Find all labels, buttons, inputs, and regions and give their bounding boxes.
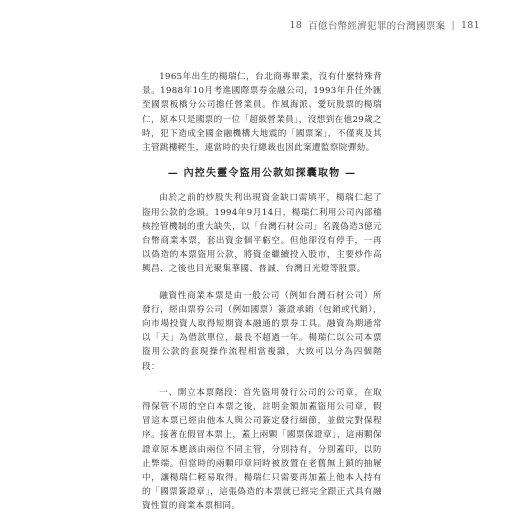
paragraph-commercial-paper: 融資性商業本票是由一般公司（例如台灣石材公司）所發行，經由票券公司（例如國票）簽證承銷（包銷或代銷），向市場投資人取得短期資本融通的票券工具。融資為期通常以「天」為借款單位，最長不超過一年。楊瑞仁以公司本票盜用公款的套現操作流程相當複雜，大致可以分為四個階段： [142,290,382,372]
running-header [290,18,480,32]
header-separator: | [451,19,455,31]
chapter-number: 18 [289,19,303,31]
paragraph-intro: 1965年出生的楊瑞仁，台北商專畢業，沒有什麼特殊背景。1988年10月考進國際票券金融公司，1993年升任外匯至國票板橋分公司擔任營業員。作風海派、愛玩股票的楊瑞仁，原本只是國票的一位「超級營業員」，沒想到在他29歲之時，犯下造成全國金融機構大地震的「國票案」，不僅爽及其主管跳樓輕生，連當時的央行總裁也因此案遭監察院彈劾。 [142,72,382,154]
paragraph-embezzlement: 由於之前的炒股失利出現資金缺口需填平，楊瑞仁起了盜用公款的念頭。1994年9月14日，楊瑞仁利用公司內部稽核控管機制的重大缺失，以「台灣石材公司」名義偽造3億元台幣商業本票，套出資金個平虧空。但他卻沒有停手，一再以偽造的本票盜用公款，將資金繼續投入股市，主要炒作高興昌、之後也目光聚集華國、普誠、台灣日光燈等股票。 [142,193,382,275]
paragraph-stage-one: 一、開立本票階段：首先盜用發行公司的公司章，在取得保管不周的空白本票之後，註明金額加蓋盜用公司章，假冒這本票已經由他本人與公司簽定發行細節，並做完對保程序。接著在假冒本票上，蓋上兩顆「國票保證章」，這兩顆保證章原本應該由兩位不同主管，分別持有，分別蓋印，以防止弊端。但當時的兩顆印章同時被放置在老舊無上鎖的抽屜中，讓楊瑞仁輕易取得。楊瑞仁只需要再加蓋上他本人持有的「國票簽證章」，這張偽造的本票就已經完全跟正式具有融資性質的商業本票相同。 [142,387,382,512]
running-title: 百億台幣經濟犯罪的台灣國票案 [308,21,446,32]
page-number: 181 [460,19,480,31]
section-heading: — 內控失靈令盜用公款如探囊取物 — [167,168,357,180]
page-body [142,70,382,514]
